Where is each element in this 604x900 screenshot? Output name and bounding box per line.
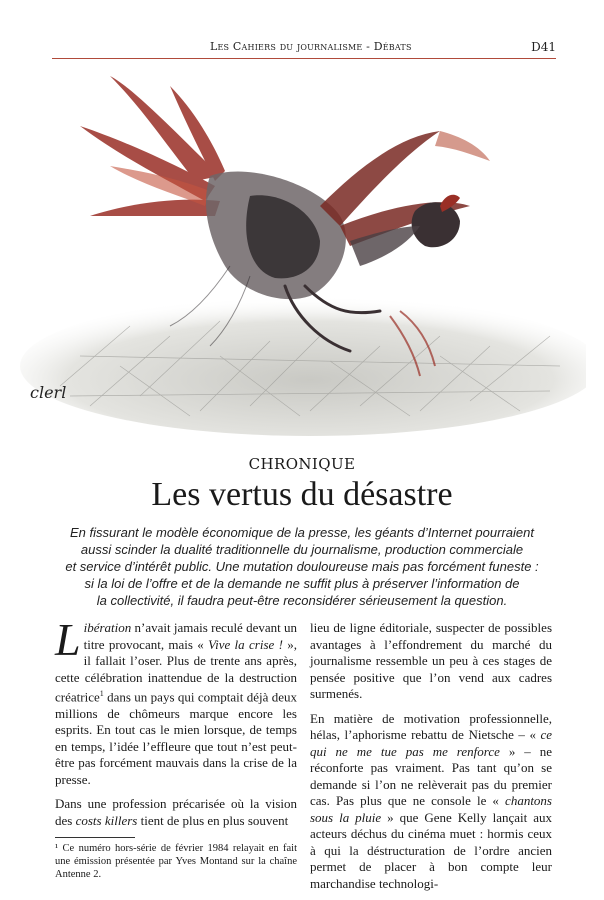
lede-line: En fissurant le modèle économique de la presse, les géants d’Internet pourraient: [70, 525, 534, 540]
quoted-title: Vive la crise !: [208, 636, 283, 652]
text-run: En matière de motivation professionnelle, hélas, l’aphorisme rebattu de Nietsche – «: [310, 710, 552, 742]
text-run: » – ne réconforte pas vraiment. Pas tant qu’on se demande si l’on ne relèverait pas du premier cas. Pas plus que ne console le «: [310, 743, 552, 808]
lede-line: la collectivité, il faudra peut-être reconsidérer sérieusement la question.: [96, 593, 508, 608]
drop-cap: L: [55, 614, 81, 665]
journal-title: Les Cahiers du journalisme - Débats: [210, 40, 412, 53]
text-run: Dans une profession précarisée où la vision des: [55, 796, 297, 828]
rooster-illustration: [20, 66, 586, 438]
footnote: ¹ Ce numéro hors-série de février 1984 relayait en fait une émission présentée par Yves Montand sur la chaîne Antenne 2.: [55, 843, 297, 881]
artist-signature: clerl: [30, 383, 67, 402]
emphasis: ce qui ne me tue pas me renforce: [310, 727, 552, 759]
running-header: [52, 40, 556, 60]
footnote-rule: [55, 837, 135, 838]
newspaper-name: ibération: [83, 620, 132, 635]
article-lede: [64, 524, 540, 609]
article-title: Les vertus du désastre: [151, 476, 453, 513]
text-run: tient de plus en plus souvent: [137, 812, 289, 828]
paragraph: [55, 614, 297, 788]
paragraph: lieu de ligne éditoriale, suspecter de possibles avantages à l’effondrement du marché du journalisme ressemble un peu à ces stages de pensée positive que l’on vend aux cadres surmenés.: [310, 620, 552, 701]
article-kicker: CHRONIQUE: [248, 455, 356, 473]
paragraph: [310, 711, 552, 893]
lede-line: si la loi de l’offre et de la demande ne suffit plus à préserver l’information de: [84, 576, 520, 591]
page-number: D41: [531, 40, 556, 54]
lede-line: et service d’intérêt public. Une mutation douloureuse mais pas forcément funeste :: [65, 559, 539, 574]
paragraph: [55, 796, 297, 829]
emphasis: costs killers: [75, 812, 138, 828]
text-run: » que Gene Kelly lançait aux acteurs déchus du cinéma muet : hormis ceux à qui la déstructuration de l’ordre ancien permet de placer à bon compte leur marchandise technologi-: [310, 809, 552, 891]
emphasis: chantons sous la pluie: [310, 793, 552, 825]
right-column: [310, 620, 552, 900]
footnote-ref: 1: [99, 689, 104, 698]
text-run: dans un pays qui comptait déjà deux millions de chômeurs marque encore les esprits. En tout cas le mien lorsque, de temps en temps, l’idée l’effleure que tout n’est peut-être pas forcément mauvais dans la crise de la presse.: [55, 689, 297, 787]
text-run: n’avait jamais reculé devant un titre provocant, mais «: [83, 620, 297, 652]
text-run: », il fallait l’oser. Plus de trente ans après, cette célébration inattendue de la destruction créatrice: [55, 636, 297, 705]
left-column: [55, 614, 297, 881]
lede-line: aussi scinder la dualité traditionnelle du journalisme, production commerciale: [80, 542, 524, 557]
header-rule: [52, 58, 556, 59]
